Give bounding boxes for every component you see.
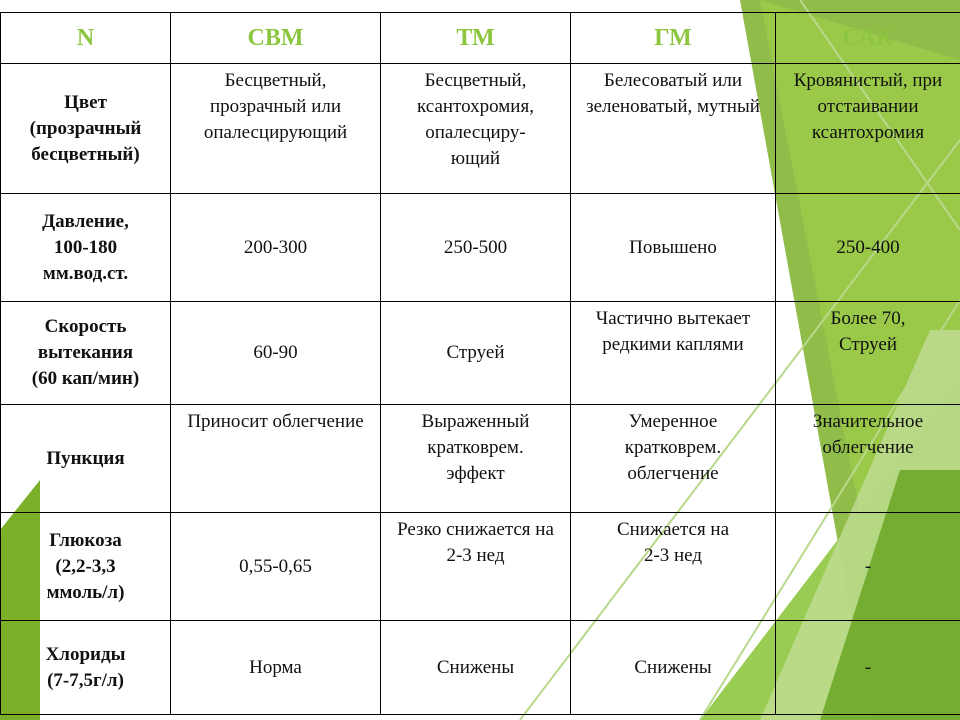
header-row (1, 13, 960, 64)
table-cell: Приносит облегчение (171, 405, 381, 513)
table-cell: Резко снижается на 2-3 нед (381, 513, 571, 621)
table-cell: Значительное облегчение (776, 405, 960, 513)
table-cell: Струей (381, 302, 571, 405)
table-cell: Снижены (571, 621, 776, 715)
table-cell: 60-90 (171, 302, 381, 405)
table-cell: 200-300 (171, 194, 381, 302)
table-cell: Норма (171, 621, 381, 715)
table-cell: Снижены (381, 621, 571, 715)
table-cell: - (776, 621, 960, 715)
table-cell: 250-400 (776, 194, 960, 302)
table-cell: Повышено (571, 194, 776, 302)
table-cell: Бесцветный, прозрачный или опалесцирующий (171, 64, 381, 194)
table-cell: Частично вытекает редкими каплями (571, 302, 776, 405)
table-row (1, 194, 960, 302)
row-label-puncture: Пункция (1, 405, 171, 513)
row-label-chlorides: Хлориды (7-7,5г/л) (1, 621, 171, 715)
csf-comparison-table (0, 12, 960, 715)
table-cell: Более 70, Струей (776, 302, 960, 405)
table-row (1, 64, 960, 194)
table-cell: 250-500 (381, 194, 571, 302)
table-cell: Умеренное кратковрем. облегчение (571, 405, 776, 513)
header-sak: САК (776, 13, 960, 64)
header-tm: ТМ (381, 13, 571, 64)
table-cell: Белесоватый или зеленоватый, мутный (571, 64, 776, 194)
table-row (1, 302, 960, 405)
table-row (1, 621, 960, 715)
table-row (1, 513, 960, 621)
table-row (1, 405, 960, 513)
table-cell: 0,55-0,65 (171, 513, 381, 621)
table-cell: Выраженный кратковрем. эффект (381, 405, 571, 513)
row-label-flow-rate: Скорость вытекания (60 кап/мин) (1, 302, 171, 405)
row-label-glucose: Глюкоза (2,2-3,3 ммоль/л) (1, 513, 171, 621)
table-cell: Кровянистый, при отстаивании ксантохромия (776, 64, 960, 194)
header-gm: ГМ (571, 13, 776, 64)
table-cell: Бесцветный, ксантохромия, опалесциру- ющий (381, 64, 571, 194)
table-cell: Снижается на 2-3 нед (571, 513, 776, 621)
header-svm: СВМ (171, 13, 381, 64)
row-label-color: Цвет (прозрачный бесцветный) (1, 64, 171, 194)
row-label-pressure: Давление, 100-180 мм.вод.ст. (1, 194, 171, 302)
table-cell: - (776, 513, 960, 621)
header-n: N (1, 13, 171, 64)
